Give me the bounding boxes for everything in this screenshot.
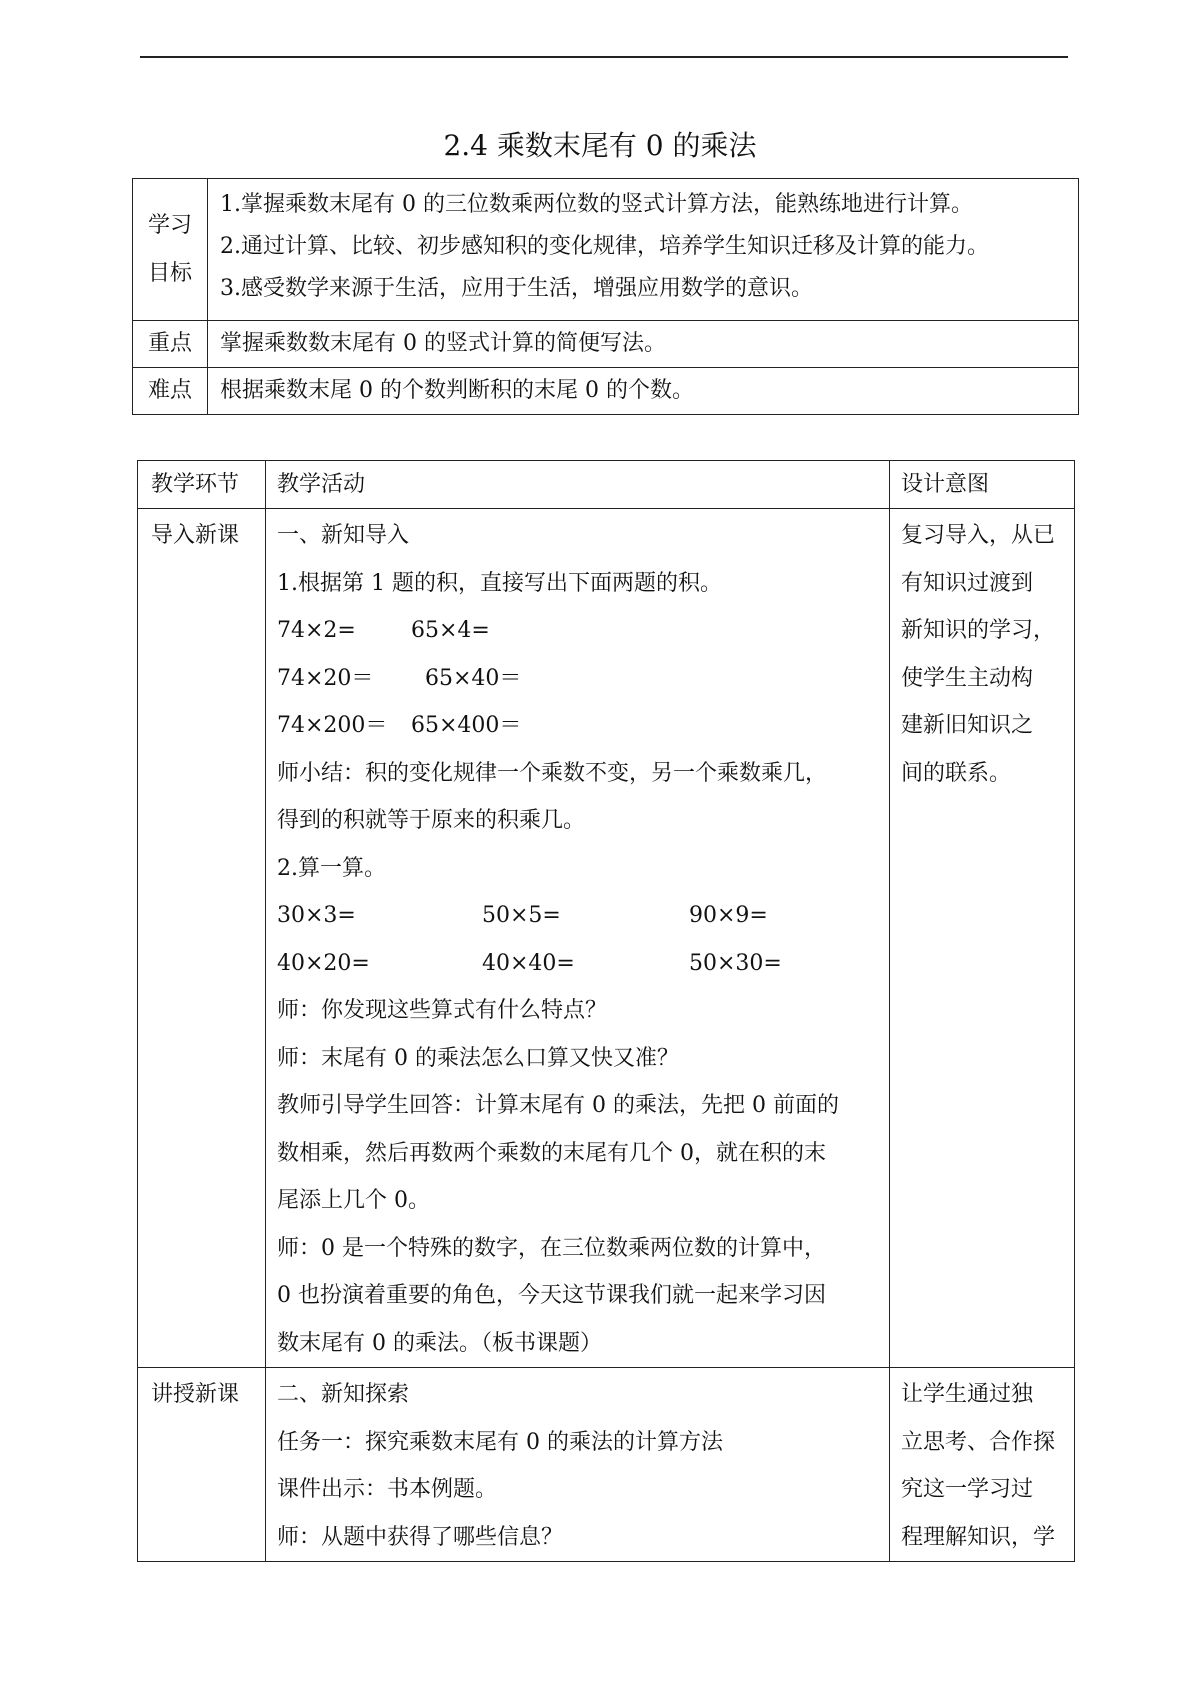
equation: 74×200＝	[277, 713, 388, 738]
section-heading: 二、新知探索	[277, 1382, 410, 1407]
key-point-text: 掌握乘数数末尾有 0 的竖式计算的简便写法。	[208, 321, 1079, 368]
intent-new: 让学生通过独 立思考、合作探 究这一学习过 程理解知识，学	[890, 1368, 1075, 1562]
remark-line: 0 也扮演着重要的角色，今天这节课我们就一起来学习因	[277, 1283, 826, 1308]
header-rule	[140, 56, 1068, 58]
equation-row	[277, 892, 889, 940]
activity-intro	[266, 509, 890, 1368]
difficulty-row	[133, 368, 1079, 415]
task-line: 任务一：探究乘数末尾有 0 的乘法的计算方法	[277, 1429, 723, 1455]
equation: 74×20＝	[277, 665, 374, 691]
equation: 50×30=	[689, 950, 782, 976]
section-heading: 一、新知导入	[277, 523, 410, 548]
activity-new	[266, 1368, 890, 1562]
equation: 30×3=	[277, 903, 356, 928]
summary-line: 师小结：积的变化规律一个乘数不变，另一个乘数乘几，	[277, 760, 828, 786]
lesson-row-new	[138, 1368, 1075, 1562]
courseware-line: 课件出示：书本例题。	[277, 1477, 498, 1502]
equation: 65×400＝	[411, 713, 522, 738]
summary-line: 得到的积就等于原来的积乘几。	[277, 808, 586, 833]
equation-row	[277, 607, 889, 655]
intent-intro: 复习导入，从已 有知识过渡到 新知识的学习， 使学生主动构 建新旧知识之 间的联系。	[890, 509, 1075, 1368]
equation: 50×5=	[482, 903, 561, 928]
equation: 40×20=	[277, 950, 370, 976]
stage-intro: 导入新课	[138, 509, 266, 1368]
remark-line: 师：0 是一个特殊的数字，在三位数乘两位数的计算中，	[277, 1235, 826, 1261]
question-2: 2.算一算。	[277, 855, 386, 881]
objectives-table	[132, 178, 1079, 415]
objectives-label: 学习 目标	[133, 179, 208, 321]
equation: 90×9=	[689, 903, 768, 928]
equation: 40×40=	[482, 950, 575, 976]
stage-new: 讲授新课	[138, 1368, 266, 1562]
difficulty-label: 难点	[133, 368, 208, 415]
remark-line: 数末尾有 0 的乘法。（板书课题）	[277, 1330, 602, 1356]
objective-item: 2.通过计算、比较、初步感知积的变化规律，培养学生知识迁移及计算的能力。	[220, 234, 989, 259]
objective-item: 1.掌握乘数末尾有 0 的三位数乘两位数的竖式计算方法，能熟练地进行计算。	[220, 192, 973, 217]
teacher-question: 师：你发现这些算式有什么特点？	[277, 998, 608, 1023]
lesson-row-intro	[138, 509, 1075, 1368]
guide-line: 尾添上几个 0。	[277, 1188, 430, 1213]
equation: 74×2=	[277, 618, 356, 643]
equation-row	[277, 940, 889, 988]
equation-row	[277, 655, 889, 703]
teacher-question: 师：从题中获得了哪些信息？	[277, 1524, 564, 1550]
key-point-row	[133, 321, 1079, 368]
key-point-label: 重点	[133, 321, 208, 368]
difficulty-text: 根据乘数末尾 0 的个数判断积的末尾 0 的个数。	[208, 368, 1079, 415]
header-intent: 设计意图	[890, 461, 1075, 509]
equation: 65×40＝	[425, 665, 522, 691]
teacher-question: 师：末尾有 0 的乘法怎么口算又快又准？	[277, 1045, 679, 1071]
lesson-table	[137, 460, 1075, 1562]
objective-item: 3.感受数学来源于生活，应用于生活，增强应用数学的意识。	[220, 276, 813, 301]
question-1: 1.根据第 1 题的积，直接写出下面两题的积。	[277, 570, 722, 596]
objectives-content	[208, 179, 1079, 321]
header-activity: 教学活动	[266, 461, 890, 509]
header-stage: 教学环节	[138, 461, 266, 509]
equation: 65×4=	[411, 618, 490, 643]
page-title: 2.4 乘数末尾有 0 的乘法	[443, 129, 757, 162]
equation-row	[277, 702, 889, 750]
guide-line: 数相乘，然后再数两个乘数的末尾有几个 0，就在积的末	[277, 1140, 826, 1166]
guide-line: 教师引导学生回答：计算末尾有 0 的乘法，先把 0 前面的	[277, 1093, 839, 1118]
objectives-row	[133, 179, 1079, 321]
lesson-header-row	[138, 461, 1075, 509]
